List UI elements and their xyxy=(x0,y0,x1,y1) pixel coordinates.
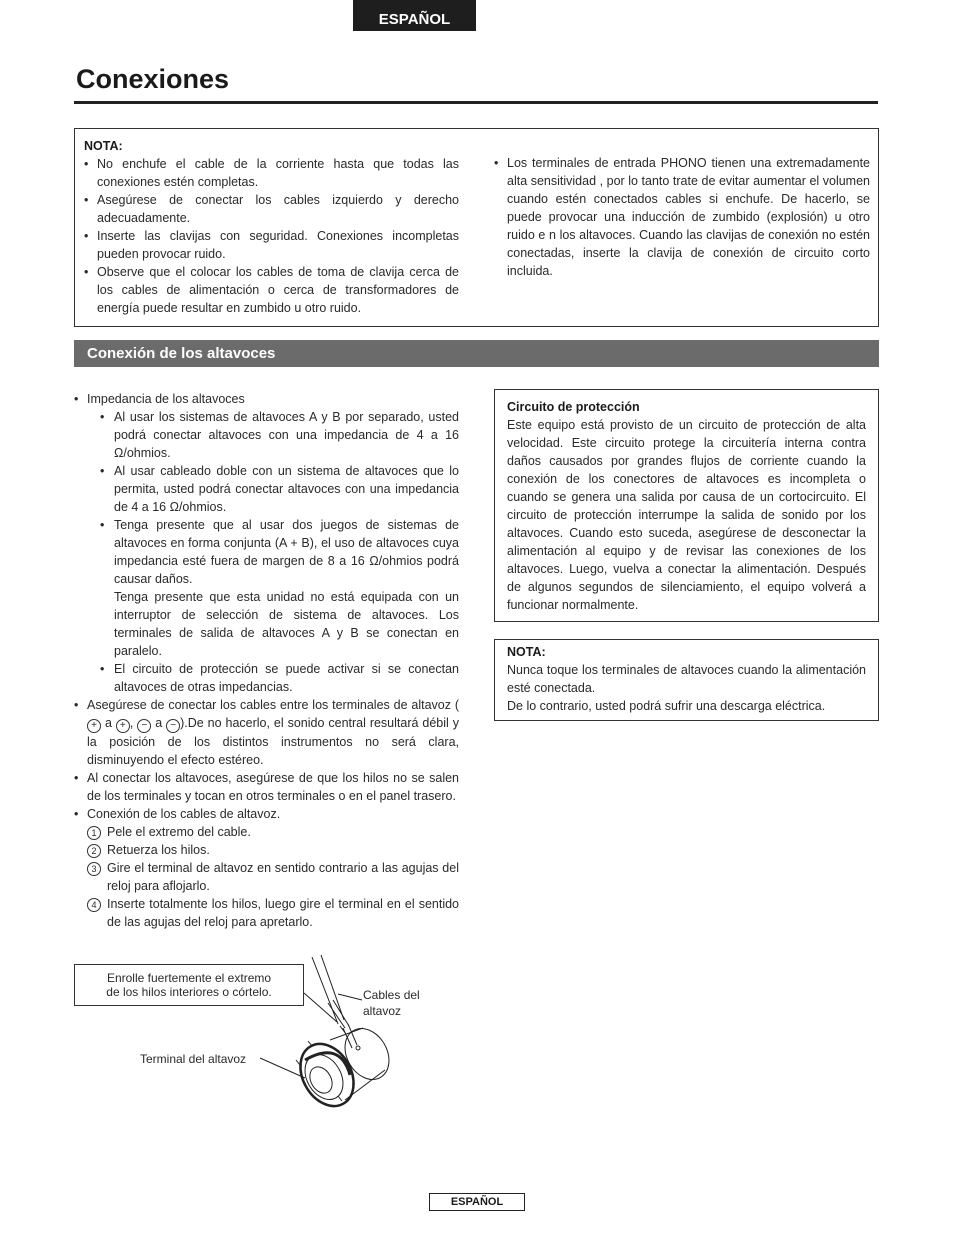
step-number: 4 xyxy=(87,898,101,912)
nota-label: NOTA: xyxy=(507,645,546,659)
footer-language-tab: ESPAÑOL xyxy=(429,1193,525,1211)
polarity-text-a: Asegúrese de conectar los cables entre los terminales de altavoz ( xyxy=(87,698,459,712)
speaker-cable-icon xyxy=(312,955,349,1034)
polarity-connector: a xyxy=(101,716,116,730)
terminal-leader-line xyxy=(260,1058,305,1078)
impedance-warning: Tenga presente que al usar dos juegos de sistemas de altavoces en forma conjunta (A + B), el uso de altavoces cuya impedancia esté fuera de margen de 8 a 16 Ω/ohmios podrá causar daños. xyxy=(114,518,459,586)
callout-line: de los hilos interiores o córtelo. xyxy=(106,985,272,999)
nota-label: NOTA: xyxy=(84,139,123,153)
speaker-terminal-icon xyxy=(290,1021,398,1116)
list-item: • Asegúrese de conectar los cables entre los terminales de altavoz (+ a + , − a − ).De no hacerlo, el sonido central resultará débil y la posición de los distintos instrumentos no será clara, disminuyendo el efecto estéreo. xyxy=(74,696,459,769)
step-text: Pele el extremo del cable. xyxy=(107,825,251,839)
list-item: • Inserte las clavijas con seguridad. Conexiones incompletas pueden provocar ruido. xyxy=(84,227,459,263)
terminal-label: Terminal del altavoz xyxy=(140,1052,247,1066)
nota-warning-line: De lo contrario, usted podrá sufrir una descarga eléctrica. xyxy=(507,699,826,713)
protection-text: Este equipo está provisto de un circuito de protección de alta velocidad. Este circuito protege la circuitería interna contra daños causados por grandes flujos de corriente cuando la conexión de los conectores de altavoces es incompleta o cuando se genera una salida por causa de un cortocircuito. El circuito de protección interrumpe la salida de sonido por los altavoces. Cuando esto suceda, asegúrese de desconectar la alimentación al equipo y de revisar las conexiones de los altavoces. Luego, vuelva a conectar la alimentación. Después de algunos segundos de silenciamiento, el equipo volverá a funcionar normalmente. xyxy=(507,418,866,612)
page-title: Conexiones xyxy=(76,64,230,94)
polarity-connector: a xyxy=(151,716,167,730)
minus-terminal-icon: − xyxy=(166,719,180,733)
list-item: • Al usar cableado doble con un sistema de altavoces que lo permita, usted podrá conectar altavoces con una impedancia de 4 a 16 Ω/ohmios. xyxy=(100,462,459,516)
step-number: 3 xyxy=(87,862,101,876)
step-number: 2 xyxy=(87,844,101,858)
impedance-heading: Impedancia de los altavoces xyxy=(87,392,245,406)
plus-terminal-icon: + xyxy=(87,719,101,733)
list-item: • Al usar los sistemas de altavoces A y B por separado, usted podrá conectar altavoces con una impedancia de 4 a 16 Ω/ohmios. xyxy=(100,408,459,462)
list-item: • No enchufe el cable de la corriente hasta que todas las conexiones estén completas. xyxy=(84,155,459,191)
language-tab: ESPAÑOL xyxy=(353,0,476,31)
list-item: • Observe que el colocar los cables de toma de clavija cerca de los cables de alimentación o cerca de transformadores de energía puede resultar en zumbido u otro ruido. xyxy=(84,263,459,317)
step-text: Retuerza los hilos. xyxy=(107,843,210,857)
cables-label-line: Cables del xyxy=(363,988,420,1002)
protection-label: Circuito de protección xyxy=(507,400,640,414)
callout-line: Enrolle fuertemente el extremo xyxy=(106,971,272,985)
list-item: • Conexión de los cables de altavoz. xyxy=(74,805,459,823)
cables-label-line: altavoz xyxy=(363,1004,402,1018)
step-text: Gire el terminal de altavoz en sentido contrario a las agujas del reloj para aflojarlo. xyxy=(107,861,459,893)
list-item: • Al conectar los altavoces, asegúrese de que los hilos no se salen de los terminales y tocan en otros terminales o en el panel trasero. xyxy=(74,769,459,805)
list-item: • Asegúrese de conectar los cables izquierdo y derecho adecuadamente. xyxy=(84,191,459,227)
nota-warning-line: Nunca toque los terminales de altavoces cuando la alimentación esté conectada. xyxy=(507,663,866,695)
step-number: 1 xyxy=(87,826,101,840)
minus-terminal-icon: − xyxy=(137,719,151,733)
impedance-note: Tenga presente que esta unidad no está equipada con un interruptor de selección de sistema de altavoces. Los terminales de salida de altavoces A y B se conectan en paralelo. xyxy=(114,590,459,658)
polarity-text-b: ).De no hacerlo, el sonido central resultará débil y la posición de los distintos instrumentos no será clara, disminuyendo el efecto estéreo. xyxy=(87,716,459,767)
cables-leader-line xyxy=(338,994,362,1000)
list-item: • El circuito de protección se puede activar si se conectan altavoces de otras impedancias. xyxy=(100,660,459,696)
list-item: • Los terminales de entrada PHONO tienen una extremadamente alta sensitividad , por lo tanto trate de evitar aumentar el volumen cuando estén conectados cables si enchufe. De hacerlo, se puede provocar una inducción de zumbido (explosión) u otro ruido e n los altavoces. Cuando las clavijas de conexión no estén conectadas, inserte la clavija de conexión de circuito corto incluida. xyxy=(494,154,870,280)
step-text: Inserte totalmente los hilos, luego gire el terminal en el sentido de las agujas del reloj para apretarlo. xyxy=(107,897,459,929)
plus-terminal-icon: + xyxy=(116,719,130,733)
section-heading: Conexión de los altavoces xyxy=(74,340,879,367)
